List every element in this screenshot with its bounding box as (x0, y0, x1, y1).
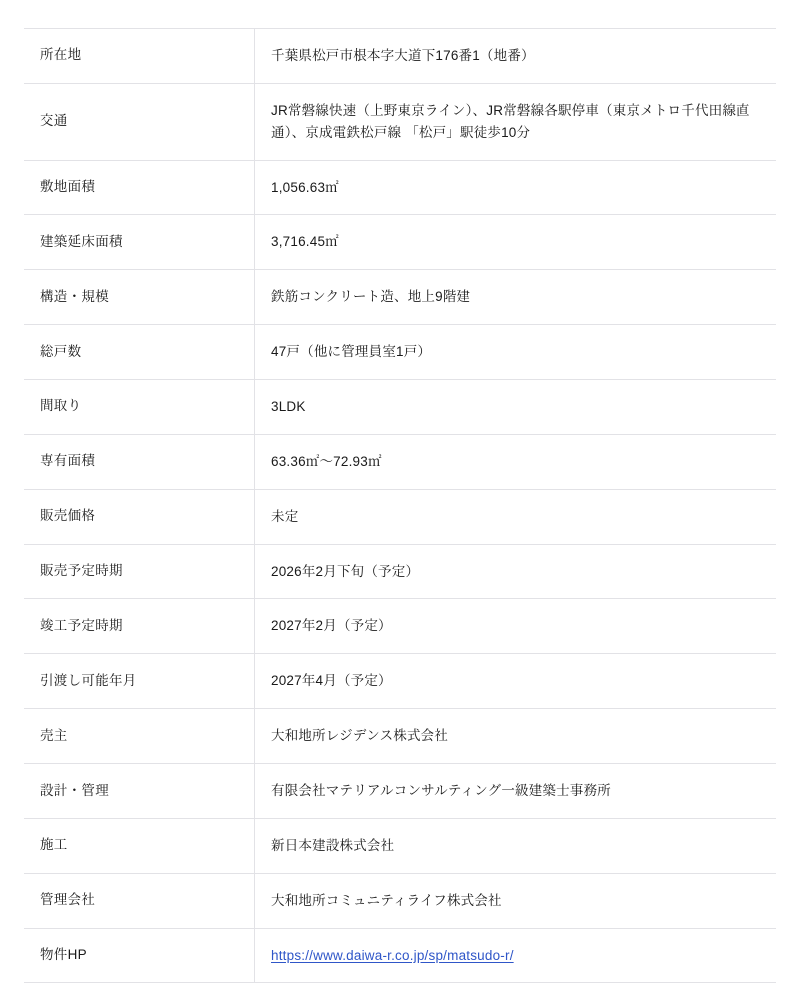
row-label: 管理会社 (24, 873, 255, 928)
row-value: 47戸（他に管理員室1戸） (271, 344, 432, 360)
property-website-link[interactable]: https://www.daiwa-r.co.jp/sp/matsudo-r/ (271, 947, 514, 963)
row-value: 新日本建設株式会社 (271, 837, 395, 853)
row-label: 販売価格 (24, 489, 255, 544)
row-label: 総戸数 (24, 325, 255, 380)
row-label: 設計・管理 (24, 764, 255, 819)
table-row (24, 489, 776, 544)
row-value (255, 928, 777, 983)
table-row (24, 29, 776, 84)
row-value: 1,056.63㎡ (271, 179, 339, 195)
row-value: 2027年2月（予定） (271, 618, 392, 634)
row-value: 2026年2月下旬（予定） (271, 563, 420, 579)
row-label: 建築延床面積 (24, 215, 255, 270)
property-spec-table (24, 28, 776, 983)
row-label: 引渡し可能年月 (24, 654, 255, 709)
row-value: 3LDK (271, 399, 306, 415)
row-label: 施工 (24, 818, 255, 873)
row-label: 竣工予定時期 (24, 599, 255, 654)
table-row (24, 764, 776, 819)
table-row (24, 654, 776, 709)
table-row (24, 270, 776, 325)
row-label: 専有面積 (24, 434, 255, 489)
row-label: 交通 (24, 83, 255, 160)
spec-table-body (24, 29, 776, 983)
row-value: 千葉県松戸市根本字大道下176番1（地番） (271, 48, 535, 63)
row-label: 構造・規模 (24, 270, 255, 325)
table-row (24, 818, 776, 873)
row-value: 大和地所レジデンス株式会社 (271, 728, 449, 744)
table-row (24, 544, 776, 599)
row-label: 販売予定時期 (24, 544, 255, 599)
row-value: 鉄筋コンクリート造、地上9階建 (271, 289, 471, 305)
row-value: 未定 (271, 508, 299, 524)
table-row (24, 380, 776, 435)
table-row (24, 599, 776, 654)
table-row (24, 709, 776, 764)
table-row (24, 325, 776, 380)
table-row (24, 434, 776, 489)
table-row (24, 215, 776, 270)
row-label: 間取り (24, 380, 255, 435)
table-row (24, 83, 776, 160)
row-value: 2027年4月（予定） (271, 673, 392, 689)
row-value: 63.36㎡〜72.93㎡ (271, 453, 382, 469)
row-label: 売主 (24, 709, 255, 764)
row-value: 3,716.45㎡ (271, 234, 339, 250)
row-value: JR常磐線快速（上野東京ライン）、JR常磐線各駅停車（東京メトロ千代田線直通）、京成電鉄松戸線 「松戸」駅徒歩10分 (271, 102, 750, 140)
table-row (24, 928, 776, 983)
table-row (24, 873, 776, 928)
row-value: 大和地所コミュニティライフ株式会社 (271, 892, 502, 908)
row-label: 敷地面積 (24, 160, 255, 215)
row-label: 所在地 (24, 29, 255, 84)
table-row (24, 160, 776, 215)
row-label: 物件HP (24, 928, 255, 983)
row-value: 有限会社マテリアルコンサルティング一級建築士事務所 (271, 783, 611, 799)
